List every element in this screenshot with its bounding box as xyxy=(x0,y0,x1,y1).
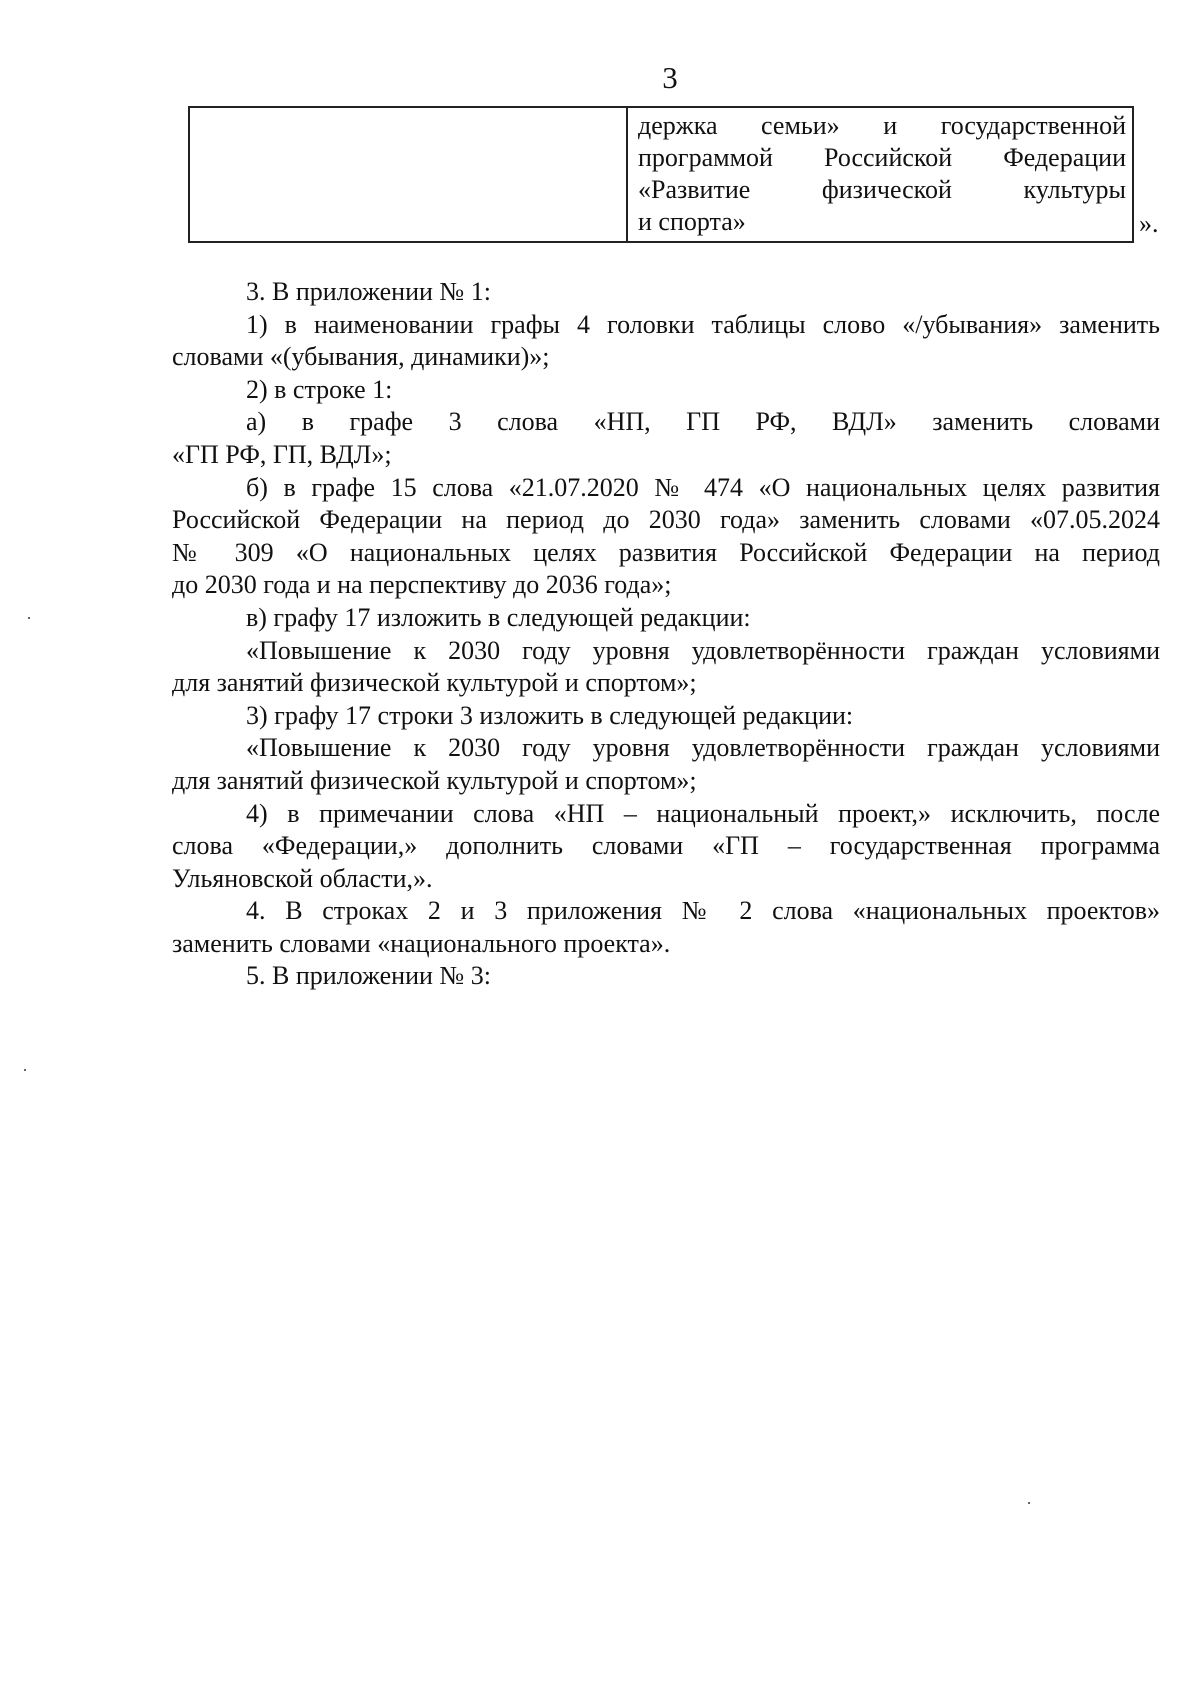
paragraph-line: Российской Федерации на период до 2030 года» заменить словами «07.05.2024 xyxy=(172,505,1160,535)
table-line: и спорта» xyxy=(638,207,746,236)
table-line: «Развитие физической культуры xyxy=(638,175,1126,204)
paragraph-line: 4. В строках 2 и 3 приложения № 2 слова «национальных проектов» xyxy=(246,896,1160,926)
document-body xyxy=(172,276,1160,993)
table-cell-text xyxy=(628,108,1132,241)
paragraph-line: слова «Федерации,» дополнить словами «ГП – государственная программа xyxy=(172,831,1160,861)
page-number: 3 xyxy=(662,60,678,95)
continuation-table xyxy=(188,106,1134,243)
scan-speck xyxy=(24,1069,26,1071)
paragraph-line: б) в графе 15 слова «21.07.2020 № 474 «О национальных целях развития xyxy=(246,472,1160,502)
paragraph-line: для занятий физической культурой и спортом»; xyxy=(172,765,697,795)
paragraph-line: 5. В приложении № 3: xyxy=(246,961,491,991)
paragraph-line: словами «(убывания, динамики)»; xyxy=(172,342,550,372)
table-line: держка семьи» и государственной xyxy=(638,111,1126,140)
paragraph-line: до 2030 года и на перспективу до 2036 года»; xyxy=(172,570,672,600)
table-line: программой Российской Федерации xyxy=(638,143,1126,172)
table-closing-quote: ». xyxy=(1139,209,1159,238)
scan-speck xyxy=(1028,1502,1030,1504)
paragraph-line: «Повышение к 2030 году уровня удовлетворённости граждан условиями xyxy=(246,635,1160,665)
paragraph-line: а) в графе 3 слова «НП, ГП РФ, ВДЛ» заменить словами xyxy=(246,407,1160,437)
paragraph-line: 4) в примечании слова «НП – национальный проект,» исключить, после xyxy=(246,798,1160,828)
paragraph-line: 2) в строке 1: xyxy=(246,374,393,404)
paragraph-line: Ульяновской области,». xyxy=(172,863,433,893)
table-cell-empty xyxy=(190,108,628,241)
paragraph-line: № 309 «О национальных целях развития Российской Федерации на период xyxy=(172,537,1160,567)
paragraph-line: 3) графу 17 строки 3 изложить в следующей редакции: xyxy=(246,700,854,730)
scan-speck xyxy=(28,617,30,619)
paragraph-line: 3. В приложении № 1: xyxy=(246,277,491,306)
paragraph-line: 1) в наименовании графы 4 головки таблицы слово «/убывания» заменить xyxy=(246,309,1160,339)
paragraph-line: для занятий физической культурой и спортом»; xyxy=(172,668,697,698)
paragraph-line: «Повышение к 2030 году уровня удовлетворённости граждан условиями xyxy=(246,733,1160,763)
paragraph-line: в) графу 17 изложить в следующей редакции: xyxy=(246,602,751,632)
paragraph-line: «ГП РФ, ГП, ВДЛ»; xyxy=(172,439,392,469)
paragraph-line: заменить словами «национального проекта». xyxy=(172,928,671,958)
